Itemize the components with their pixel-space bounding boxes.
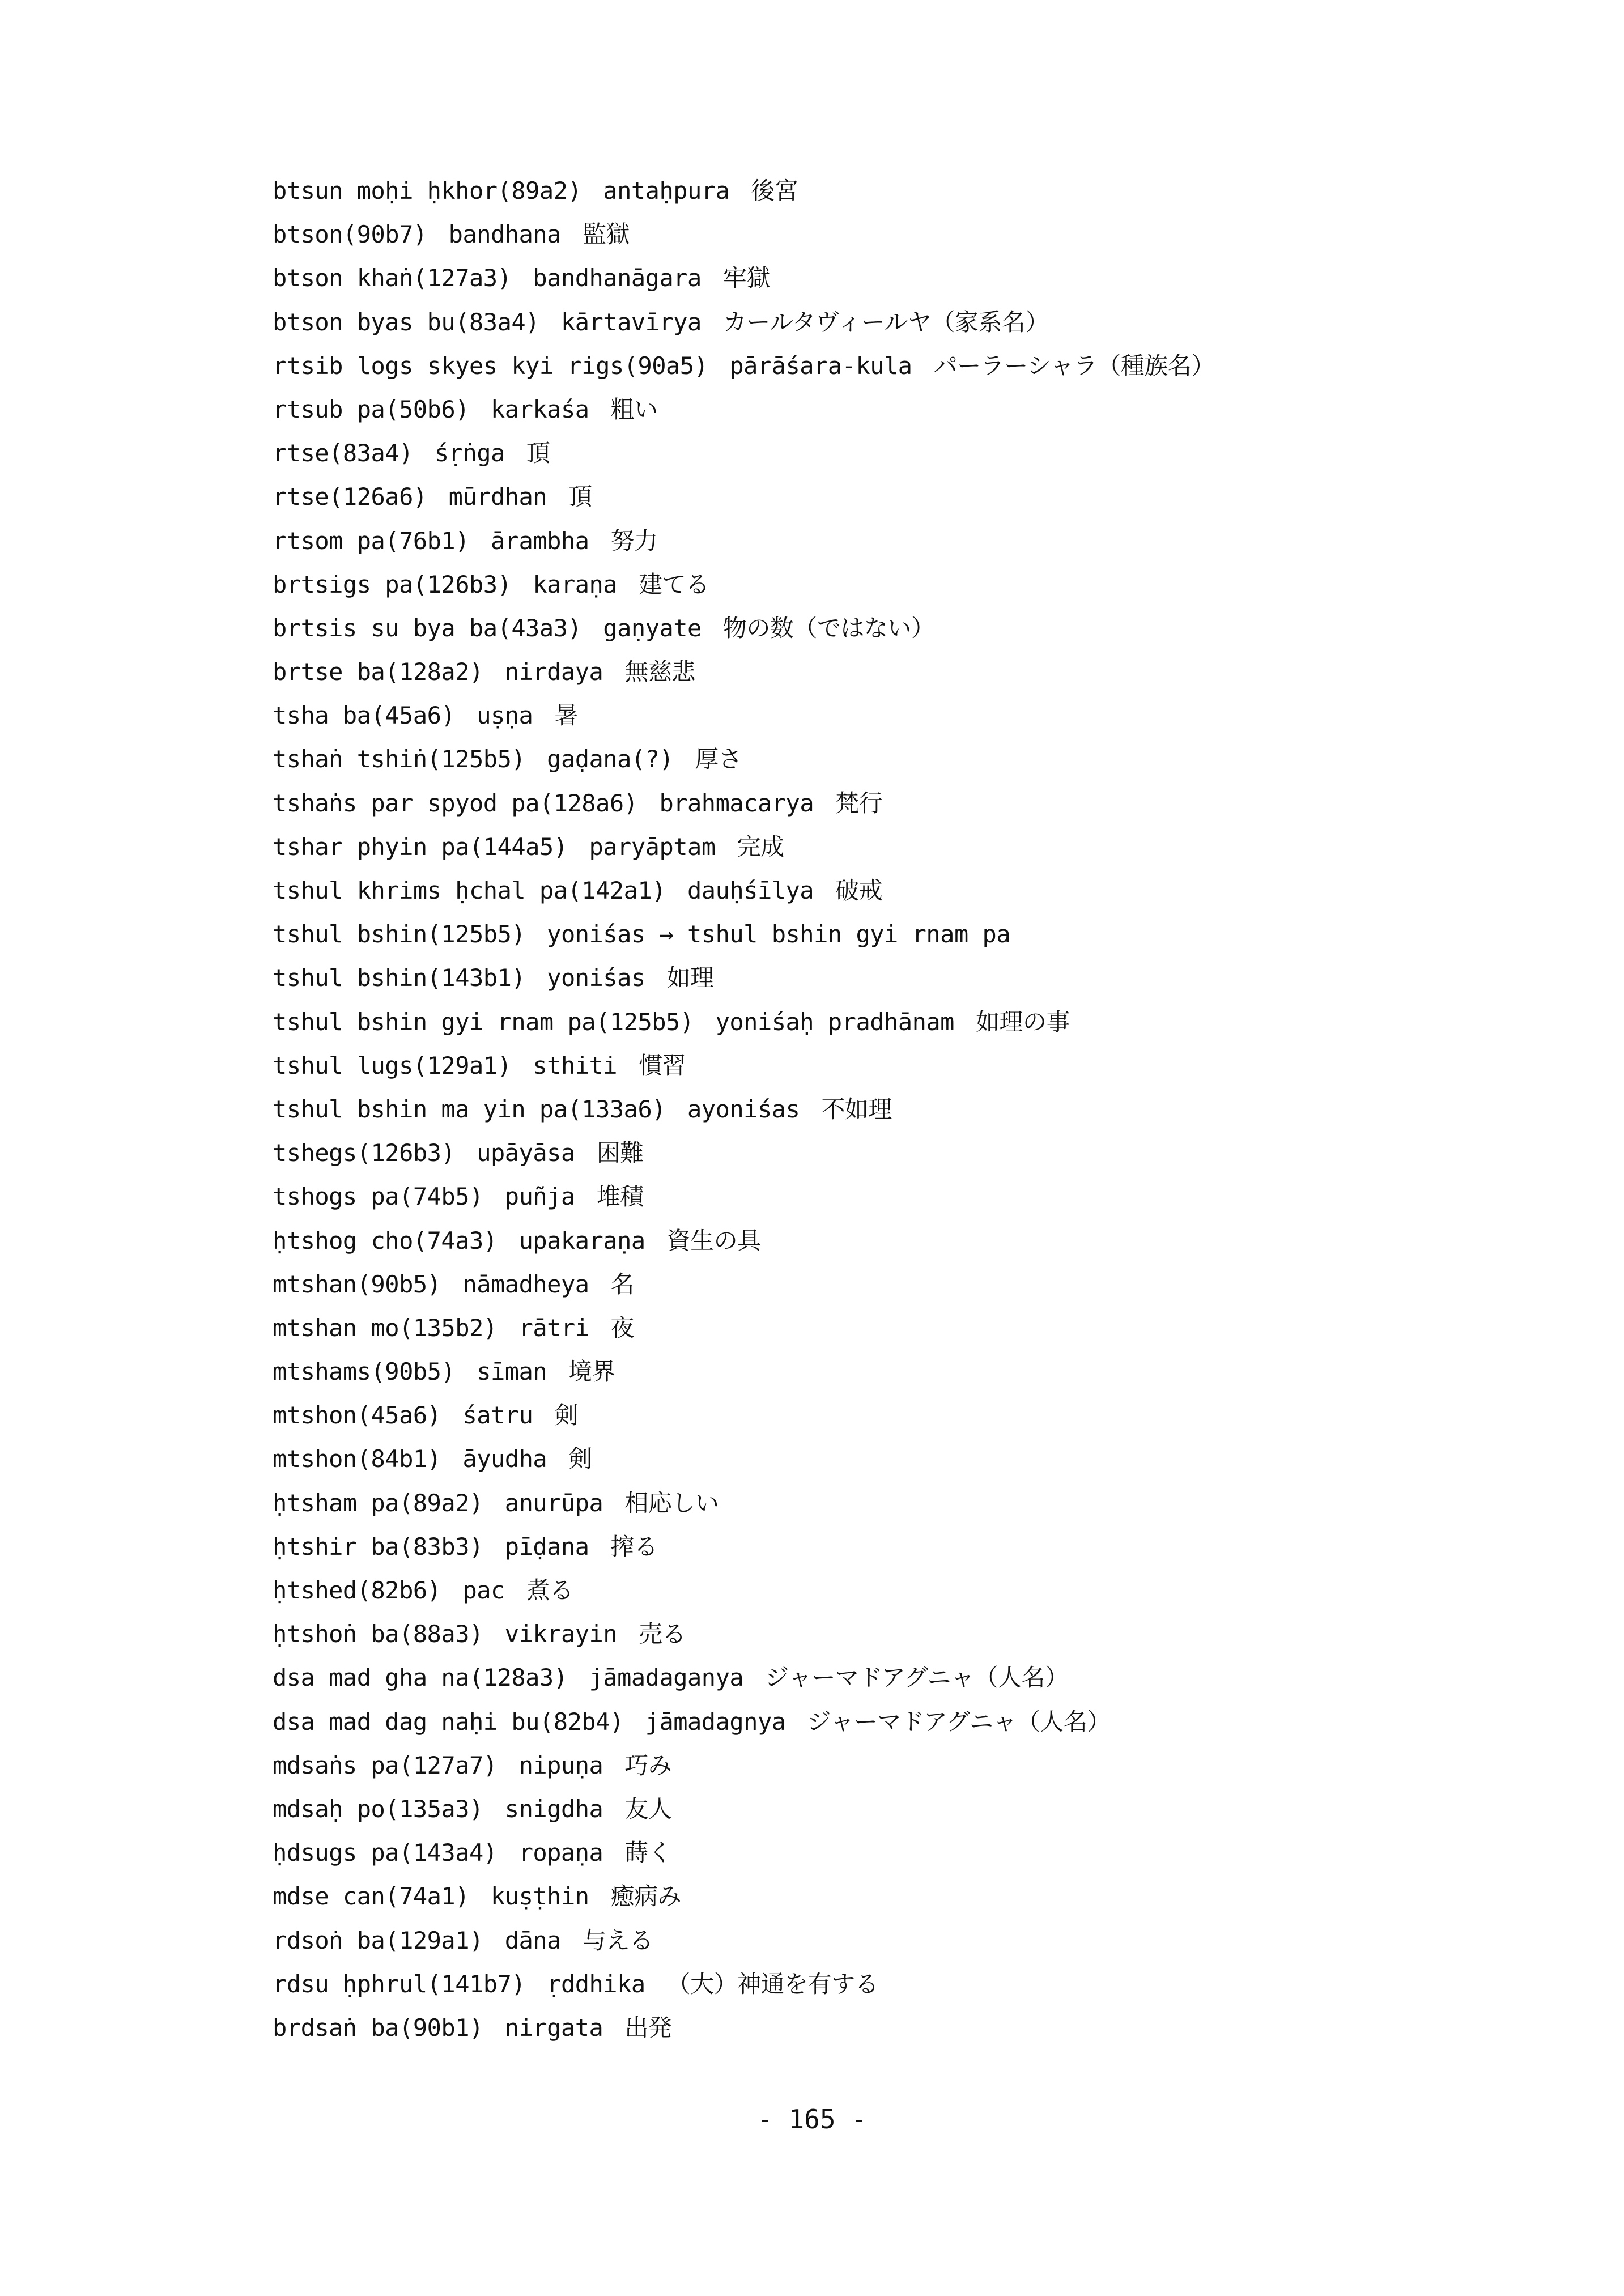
sanskrit-term: karaṇa: [533, 570, 618, 598]
tibetan-term: tshegs(126b3): [273, 1139, 456, 1167]
entry-row: [273, 1437, 1519, 1481]
sanskrit-term: śatru: [462, 1401, 533, 1430]
sanskrit-term: mūrdhan: [448, 483, 547, 511]
sanskrit-term: paryāptam: [589, 832, 716, 861]
sanskrit-term: pīḍana: [504, 1532, 589, 1561]
entry-row: [273, 1087, 1519, 1131]
tibetan-term: ḥtshed(82b6): [273, 1576, 441, 1604]
japanese-gloss: 与える: [582, 1926, 653, 1954]
japanese-gloss: 友人: [624, 1795, 672, 1823]
entry-row: [273, 1700, 1519, 1744]
sanskrit-term: kuṣṭhin: [491, 1882, 589, 1911]
tibetan-term: mtshan mo(135b2): [273, 1313, 498, 1342]
tibetan-term: dsa mad dag naḥi bu(82b4): [273, 1707, 624, 1736]
sanskrit-term: sthiti: [533, 1051, 618, 1079]
japanese-gloss: カールタヴィールヤ（家系名）: [722, 308, 1049, 336]
entry-row: [273, 912, 1519, 956]
entry-row: [273, 1874, 1519, 1918]
sanskrit-term: dāna: [504, 1926, 561, 1954]
sanskrit-term: ropaṇa: [518, 1839, 603, 1867]
sanskrit-term: nipuṇa: [518, 1751, 603, 1779]
entry-row: [273, 956, 1519, 1000]
entry-row: [273, 1568, 1519, 1612]
japanese-gloss: 蒔く: [624, 1839, 672, 1867]
tibetan-term: tshar phyin pa(144a5): [273, 832, 568, 861]
sanskrit-term: pārāśara-kula: [729, 351, 912, 380]
entry-row: [273, 1656, 1519, 1699]
tibetan-term: btson byas bu(83a4): [273, 308, 539, 336]
sanskrit-term: kārtavīrya: [560, 308, 702, 336]
entry-row: [273, 1831, 1519, 1874]
sanskrit-term: uṣṇa: [477, 701, 533, 730]
entry-row: [273, 694, 1519, 737]
sanskrit-term: snigdha: [504, 1795, 603, 1823]
entry-row: [273, 1481, 1519, 1525]
entry-row: [273, 1350, 1519, 1393]
entry-row: [273, 1525, 1519, 1568]
entry-row: [273, 1612, 1519, 1656]
tibetan-term: tshul bshin(143b1): [273, 964, 526, 992]
entry-row: [273, 1919, 1519, 1962]
tibetan-term: rtsom pa(76b1): [273, 526, 470, 555]
tibetan-term: brdsaṅ ba(90b1): [273, 2013, 483, 2042]
tibetan-term: tshul bshin gyi rnam pa(125b5): [273, 1007, 694, 1036]
entry-row: [273, 606, 1519, 650]
tibetan-term: ḥtshir ba(83b3): [273, 1532, 483, 1561]
entry-row: [273, 388, 1519, 431]
sanskrit-term: nirdaya: [504, 658, 603, 686]
entry-row: [273, 1175, 1519, 1218]
sanskrit-term: sīman: [477, 1358, 547, 1386]
entry-row: [273, 1393, 1519, 1437]
sanskrit-term: āyudha: [462, 1445, 547, 1473]
entry-row: [273, 1219, 1519, 1262]
sanskrit-term: nirgata: [504, 2013, 603, 2042]
sanskrit-term: pac: [462, 1576, 505, 1604]
tibetan-term: tshul khrims ḥchal pa(142a1): [273, 877, 666, 904]
entry-row: [273, 781, 1519, 825]
sanskrit-term: vikrayin: [504, 1620, 618, 1648]
entry-row: [273, 1131, 1519, 1175]
tibetan-term: brtsigs pa(126b3): [273, 570, 512, 598]
tibetan-term: rtse(126a6): [273, 483, 427, 511]
japanese-gloss: 巧み: [624, 1751, 672, 1779]
tibetan-term: rdsu ḥphrul(141b7): [273, 1970, 526, 1998]
japanese-gloss: 厚さ: [695, 745, 742, 773]
tibetan-term: ḥtshoṅ ba(88a3): [273, 1620, 483, 1648]
entry-row: [273, 1000, 1519, 1044]
tibetan-term: brtsis su bya ba(43a3): [273, 614, 582, 642]
tibetan-term: ḥtsham pa(89a2): [273, 1489, 483, 1517]
entry-row: [273, 212, 1519, 256]
sanskrit-term: gaṇyate: [603, 614, 702, 642]
tibetan-term: tsha ba(45a6): [273, 701, 456, 730]
tibetan-term: tshaṅs par spyod pa(128a6): [273, 789, 638, 817]
japanese-gloss: 慣習: [639, 1051, 686, 1079]
tibetan-term: tshul lugs(129a1): [273, 1051, 512, 1079]
sanskrit-term: bandhana: [448, 220, 561, 249]
japanese-gloss: 梵行: [835, 789, 883, 817]
tibetan-term: mtshams(90b5): [273, 1358, 456, 1386]
sanskrit-term: karkaśa: [491, 395, 589, 423]
sanskrit-term: śṛṅga: [434, 439, 505, 467]
tibetan-term: rtse(83a4): [273, 439, 413, 467]
japanese-gloss: 夜: [610, 1313, 635, 1342]
entry-row: [273, 344, 1519, 388]
japanese-gloss: 困難: [596, 1139, 644, 1167]
tibetan-term: rdsoṅ ba(129a1): [273, 1926, 483, 1954]
tibetan-term: mdsaḥ po(135a3): [273, 1795, 483, 1823]
japanese-gloss: 煮る: [526, 1576, 573, 1604]
entry-list: [273, 169, 1519, 2050]
japanese-gloss: （大）神通を有する: [666, 1970, 879, 1998]
tibetan-term: mtshon(84b1): [273, 1445, 441, 1473]
japanese-gloss: 無慈悲: [624, 658, 695, 686]
entry-row: [273, 2006, 1519, 2050]
entry-row: [273, 650, 1519, 694]
sanskrit-term: ayoniśas: [687, 1095, 800, 1123]
japanese-gloss: 如理の事: [975, 1007, 1070, 1036]
sanskrit-term: anurūpa: [504, 1489, 603, 1517]
page-number: - 165 -: [757, 2104, 867, 2135]
entry-row: [273, 1744, 1519, 1787]
sanskrit-term: ṛddhika: [547, 1970, 645, 1998]
tibetan-term: btsun moḥi ḥkhor(89a2): [273, 177, 582, 205]
japanese-gloss: 頂: [526, 439, 550, 467]
entry-row: [273, 256, 1519, 300]
japanese-gloss: 名: [610, 1270, 635, 1298]
japanese-gloss: ジャーマドアグニャ（人名）: [765, 1664, 1069, 1692]
japanese-gloss: 不如理: [821, 1095, 892, 1123]
entry-row: [273, 1962, 1519, 2006]
entry-row: [273, 1262, 1519, 1306]
tibetan-term: btson khaṅ(127a3): [273, 264, 512, 292]
sanskrit-term: yoniśaḥ pradhānam: [715, 1007, 954, 1036]
japanese-gloss: 搾る: [610, 1532, 658, 1561]
japanese-gloss: 建てる: [639, 570, 709, 598]
entry-row: [273, 1787, 1519, 1831]
japanese-gloss: 癒病み: [610, 1882, 682, 1911]
entry-row: [273, 169, 1519, 212]
japanese-gloss: 努力: [610, 526, 658, 555]
entry-row: [273, 869, 1519, 912]
tibetan-term: mtshon(45a6): [273, 1401, 441, 1430]
tibetan-term: tshul bshin(125b5): [273, 920, 526, 949]
japanese-gloss: 売る: [639, 1620, 686, 1648]
entry-row: [273, 519, 1519, 563]
sanskrit-term: puñja: [504, 1183, 575, 1211]
entry-row: [273, 563, 1519, 606]
japanese-gloss: 暑: [554, 701, 578, 730]
tibetan-term: rtsib logs skyes kyi rigs(90a5): [273, 351, 708, 380]
japanese-gloss: 粗い: [610, 395, 658, 423]
sanskrit-term: yoniśas: [547, 964, 645, 992]
japanese-gloss: 如理: [666, 964, 714, 992]
japanese-gloss: 物の数（ではない）: [722, 614, 935, 642]
japanese-gloss: 境界: [568, 1358, 616, 1386]
sanskrit-term: upāyāsa: [477, 1139, 575, 1167]
japanese-gloss: 監獄: [582, 220, 630, 249]
entry-row: [273, 825, 1519, 869]
tibetan-term: tshaṅ tshiṅ(125b5): [273, 745, 526, 773]
japanese-gloss: パーラーシャラ（種族名）: [933, 351, 1215, 380]
sanskrit-term: nāmadheya: [462, 1270, 589, 1298]
sanskrit-term: yoniśas → tshul bshin gyi rnam pa: [547, 920, 1011, 949]
japanese-gloss: 出発: [624, 2013, 672, 2042]
japanese-gloss: 牢獄: [722, 264, 770, 292]
sanskrit-term: jāmadagnya: [645, 1707, 786, 1736]
japanese-gloss: 剣: [568, 1445, 592, 1473]
japanese-gloss: 後宮: [751, 177, 798, 205]
sanskrit-term: ārambha: [491, 526, 589, 555]
tibetan-term: mdse can(74a1): [273, 1882, 470, 1911]
japanese-gloss: 破戒: [835, 877, 883, 904]
sanskrit-term: brahmacarya: [659, 789, 814, 817]
sanskrit-term: jāmadaganya: [589, 1664, 744, 1692]
japanese-gloss: 堆積: [596, 1183, 644, 1211]
entry-row: [273, 737, 1519, 781]
japanese-gloss: 剣: [554, 1401, 578, 1430]
tibetan-term: mtshan(90b5): [273, 1270, 441, 1298]
sanskrit-term: dauḥśīlya: [687, 877, 814, 904]
entry-row: [273, 1306, 1519, 1350]
tibetan-term: btson(90b7): [273, 220, 427, 249]
japanese-gloss: 相応しい: [624, 1489, 719, 1517]
tibetan-term: ḥtshog cho(74a3): [273, 1226, 498, 1255]
tibetan-term: ḥdsugs pa(143a4): [273, 1839, 498, 1867]
sanskrit-term: bandhanāgara: [533, 264, 702, 292]
japanese-gloss: 頂: [568, 483, 592, 511]
japanese-gloss: 完成: [737, 832, 784, 861]
tibetan-term: tshogs pa(74b5): [273, 1183, 483, 1211]
tibetan-term: rtsub pa(50b6): [273, 395, 470, 423]
japanese-gloss: ジャーマドアグニャ（人名）: [807, 1707, 1111, 1736]
sanskrit-term: upakaraṇa: [518, 1226, 645, 1255]
japanese-gloss: 資生の具: [666, 1226, 761, 1255]
entry-row: [273, 1044, 1519, 1087]
entry-row: [273, 431, 1519, 475]
entry-row: [273, 300, 1519, 344]
tibetan-term: dsa mad gha na(128a3): [273, 1664, 568, 1692]
sanskrit-term: antaḥpura: [603, 177, 730, 205]
tibetan-term: tshul bshin ma yin pa(133a6): [273, 1095, 666, 1123]
tibetan-term: brtse ba(128a2): [273, 658, 483, 686]
entry-row: [273, 475, 1519, 518]
sanskrit-term: rātri: [518, 1313, 589, 1342]
sanskrit-term: gaḍana(?): [547, 745, 674, 773]
tibetan-term: mdsaṅs pa(127a7): [273, 1751, 498, 1779]
